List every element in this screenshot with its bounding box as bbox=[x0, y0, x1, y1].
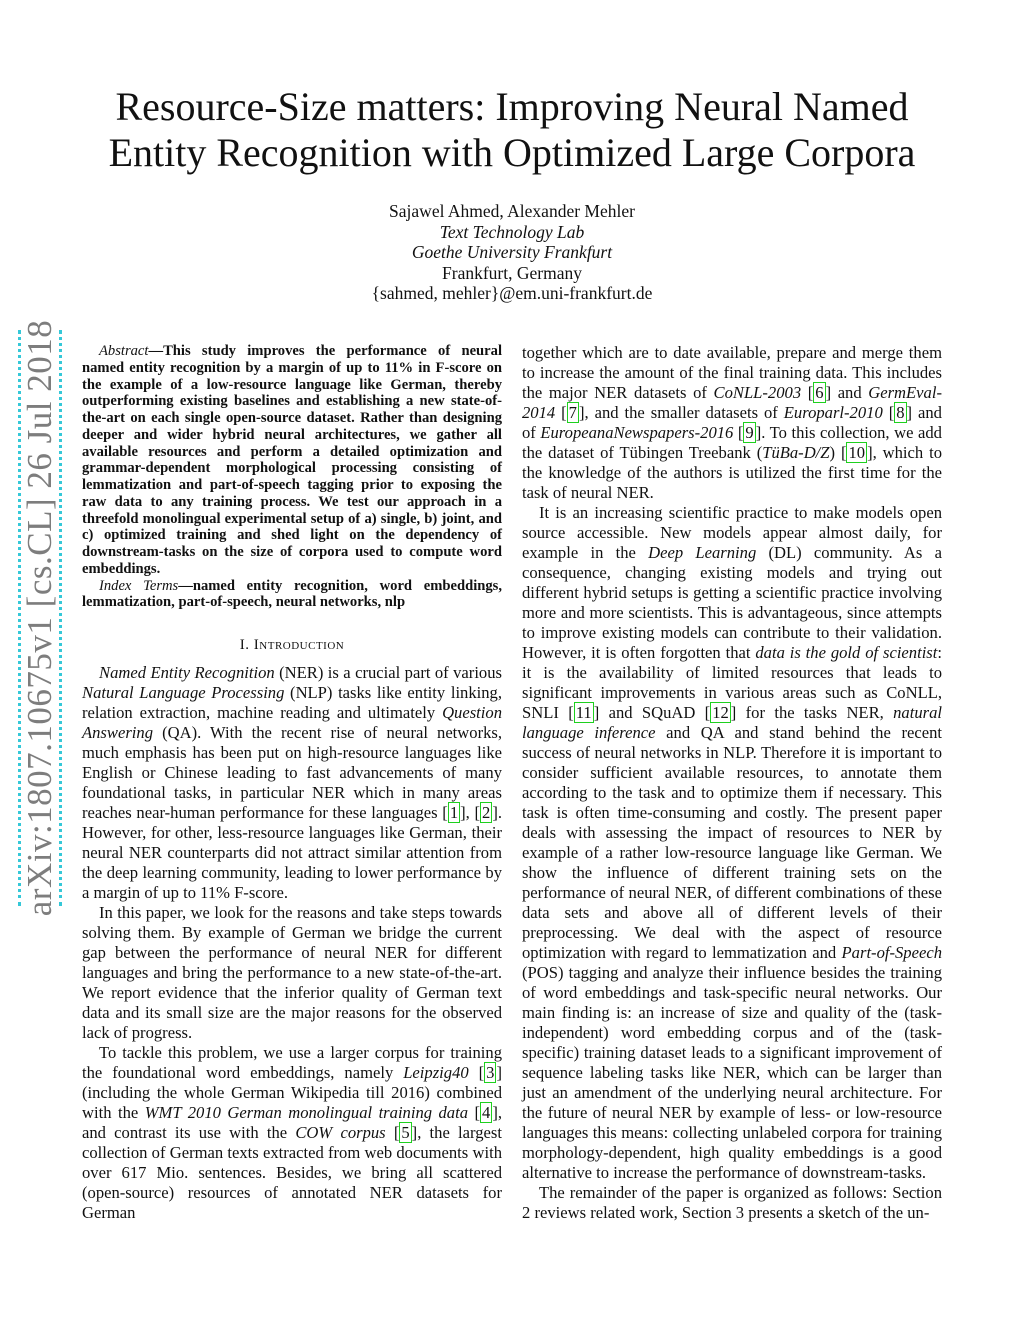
citation-link[interactable]: 10 bbox=[848, 443, 866, 462]
citation-link[interactable]: 9 bbox=[745, 423, 754, 442]
index-terms-text: —named entity recognition, word embeddings, lemmatization, part-of-speech, neural networks, nlp bbox=[82, 577, 502, 611]
body-paragraph: together which are to date available, prepare and merge them to increase the amount of the final training data. This includes the major NER datasets of CoNLL-2003 [ 6 ] and GermEval-2014 [ 7 ], and the smaller datasets of Europarl-2010 [ 8 ] and of EuropeanaNewspapers-2016 [ 9 ]. To this collection, we add the dataset of Tübingen Treebank (TüBa-D/Z) [ 10 ], which to the knowledge of the authors is utilized the first time for the task of neural NER. bbox=[522, 343, 942, 502]
abstract-text: —This study improves the performance of neural named entity recognition by a margin of up to 11% in F-score on the example of a low-resource language like German, thereby outperforming existing baselines and establishing a new state-of-the-art on each single open-source dataset. Rather than designing deeper and wider hybrid neural architectures, we gather all available resources and perform a detailed optimization and grammar-dependent morphological processing consisting of lemmatization and part-of-speech tagging prior to exposing the raw data to any training process. We test our approach in a threefold monolingual experimental setup of a) single, b) joint, and c) optimized training and shed light on the dependency of downstream-tasks on the size of corpora used to compute word embeddings. bbox=[82, 343, 502, 577]
abstract-paragraph bbox=[82, 343, 502, 578]
title-line: Entity Recognition with Optimized Large Corpora bbox=[108, 130, 916, 175]
left-column bbox=[82, 343, 502, 1223]
italic-term: GermEval-2014 bbox=[522, 383, 942, 422]
citation-link[interactable]: 2 bbox=[482, 803, 491, 822]
body-paragraph: Named Entity Recognition (NER) is a crucial part of various Natural Language Processing (NLP) tasks like entity linking, relation extraction, machine reading and ultimately Question Answering (QA). With the recent rise of neural networks, much emphasis has been put on high-resource languages like English or Chinese leading to fast advancements of many foundational tasks, in particular NER which in many areas reaches near-human performance for these languages [ 1 ], [ 2 ]. However, for other, less-resource languages like German, their neural NER counterparts did not attract similar attention from the deep learning community, leading to lower performance by a margin of up to 11% F-score. bbox=[82, 663, 502, 902]
author-email: {sahmed, mehler}@em.uni-frankfurt.de bbox=[371, 283, 653, 304]
body-paragraph: To tackle this problem, we use a larger corpus for training the foundational word embeddings, namely Leipzig40 [ 3 ] (including the whole German Wikipedia till 2016) combined with the WMT 2010 German monolingual training data [ 4 ], and contrast its use with the COW corpus [ 5 ], the largest collection of German texts extracted from web documents with over 617 Mio. sentences. Besides, we bring all scattered (open-source) resources of annotated NER datasets for German bbox=[82, 1043, 502, 1222]
right-body bbox=[522, 343, 942, 1223]
italic-term: COW corpus bbox=[295, 1123, 386, 1142]
italic-term: data is the gold of scientist bbox=[755, 643, 938, 662]
arxiv-stamp bbox=[18, 319, 62, 917]
italic-term: Leipzig40 bbox=[403, 1063, 469, 1082]
body-paragraph: It is an increasing scientific practice to make models open source accessible. New models appear almost daily, for example in the Deep Learning (DL) community. As a consequence, changing existing models and trying out different hybrid setups is getting a scientific practice involving more and more scientists. This is advantageous, since attempts to improve existing models can contribute to their validation. However, it is often forgotten that data is the gold of scientist: it is the availability of limited resources that leads to significant improvements in various areas such as CoNLL, SNLI [ 11 ] and SQuAD [ 12 ] for the tasks NER, natural language inference and QA and stand behind the recent success of neural networks in NLP. Therefore it is important to consider sufficient available resources, to annotate them according to the task and to optimize them if necessary. This task is often time-consuming and costly. The present paper deals with assessing the impact of resources to NER by example of a rather low-resource language like German. We show the influence of different training sets on the performance of neural NER, of different combinations of these data sets and above all of different levels of their preprocessing. We deal with the aspect of resource optimization with regard to lemmatization and Part-of-Speech (POS) tagging and analyze their influence besides the training of word embeddings and task-specific neural networks. Our main finding is: an increase of size and quality of the (task-independent) word embedding corpus and of the (task-specific) training dataset leads to a significant improvement of sequence labeling tasks like NER, which can be larger than just an amendment of the underlying neural architecture. For the future of neural NER by example of less- or low-resource languages this means: collecting unlabeled corpora for training morphology-dependent, high quality embeddings is a good alternative to increase the performance of downstream-tasks. bbox=[522, 503, 943, 1182]
citation-link[interactable]: 3 bbox=[486, 1063, 495, 1082]
index-terms bbox=[82, 578, 502, 612]
index-terms-label: Index Terms bbox=[99, 577, 179, 594]
italic-term: Question Answering bbox=[82, 703, 502, 742]
citation-link[interactable]: 12 bbox=[712, 703, 729, 722]
italic-term: Natural Language Processing bbox=[82, 683, 285, 702]
section-title: Introduction bbox=[253, 637, 345, 653]
citation-link[interactable]: 5 bbox=[401, 1123, 410, 1142]
abstract bbox=[82, 343, 502, 611]
right-column bbox=[522, 343, 942, 1223]
italic-term: natural language inference bbox=[522, 703, 942, 742]
body-paragraph: The remainder of the paper is organized as follows: Section 2 reviews related work, Section 3 presents a sketch of the un- bbox=[522, 1183, 942, 1222]
citation-link[interactable]: 8 bbox=[896, 403, 905, 422]
italic-term: TüBa-D/Z bbox=[762, 443, 830, 462]
author-university: Goethe University Frankfurt bbox=[411, 242, 613, 263]
section-number: I. bbox=[239, 637, 254, 653]
citation-link[interactable]: 6 bbox=[815, 383, 824, 402]
citation-link[interactable]: 1 bbox=[449, 803, 459, 822]
author-lab: Text Technology Lab bbox=[439, 221, 585, 242]
italic-term: Part-of-Speech bbox=[841, 943, 942, 962]
italic-term: CoNLL-2003 bbox=[713, 383, 802, 402]
citation-link[interactable]: 11 bbox=[575, 703, 592, 722]
italic-term: Named Entity Recognition bbox=[99, 663, 275, 682]
arxiv-stamp-text: arXiv:1807.10675v1 [cs.CL] 26 Jul 2018 bbox=[20, 319, 59, 917]
italic-term: Deep Learning bbox=[648, 543, 757, 562]
citation-link[interactable]: 4 bbox=[482, 1103, 491, 1122]
author-names: Sajawel Ahmed, Alexander Mehler bbox=[389, 201, 635, 221]
body-paragraph: In this paper, we look for the reasons and take steps towards solving them. By example of German we bridge the current gap between the performance of neural NER for different languages and bring the performance to a new state-of-the-art. We report evidence that the inferior quality of German text data and its small size are the major reasons for the observed lack of progress. bbox=[82, 903, 502, 1042]
title-line: Resource-Size matters: Improving Neural Named bbox=[115, 84, 909, 129]
citation-link[interactable]: 7 bbox=[568, 403, 577, 422]
italic-term: Europarl-2010 bbox=[783, 403, 883, 422]
paper-title bbox=[0, 84, 1024, 176]
section-heading bbox=[82, 635, 502, 655]
abstract-label: Abstract bbox=[99, 343, 149, 359]
italic-term: EuropeanaNewspapers-2016 bbox=[540, 423, 734, 442]
left-body bbox=[82, 663, 502, 1223]
author-block bbox=[0, 201, 1024, 304]
italic-term: WMT 2010 German monolingual training data bbox=[144, 1103, 469, 1122]
author-location: Frankfurt, Germany bbox=[442, 262, 582, 283]
